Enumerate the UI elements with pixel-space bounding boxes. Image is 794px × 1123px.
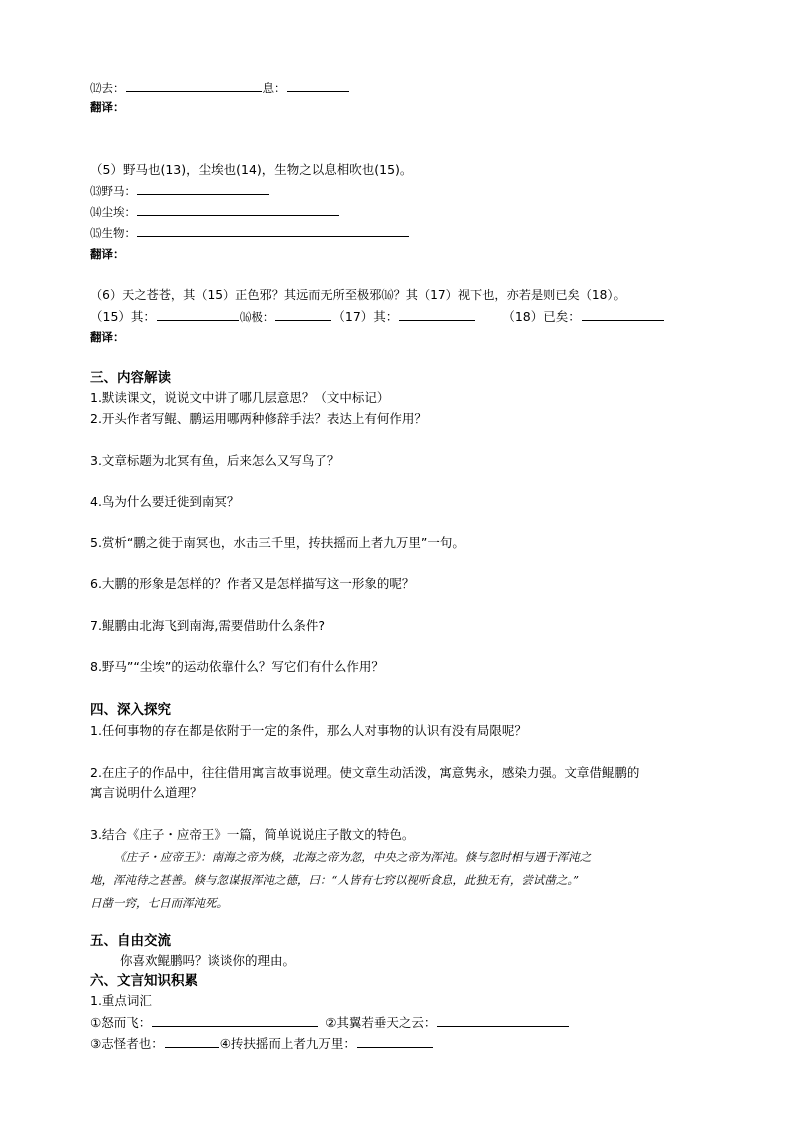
blank-12a[interactable] <box>126 78 262 92</box>
sentence-6: （6）天之苍苍，其（15）正色邪？其远而无所至极邪⒃？其（17）视下也，亦若是则已矣（18）。 <box>90 288 626 302</box>
section-6-heading: 六、文言知识积累 <box>90 973 198 989</box>
translation-label-2: 翻译： <box>90 247 125 261</box>
item-15b-label: （15）其： <box>90 309 156 324</box>
vocab-3-label: ③志怪者也： <box>90 1036 164 1051</box>
blank-14[interactable] <box>137 202 339 216</box>
vocab-blank-3[interactable] <box>165 1034 219 1048</box>
item-13-row <box>90 181 270 200</box>
item-12-label: ⑿去： <box>90 81 125 95</box>
part4-question-1: 1.任何事物的存在都是依附于一定的条件，那么人对事物的认识有没有局限呢？ <box>90 723 527 738</box>
blank-17[interactable] <box>399 307 475 321</box>
section-4-heading: 四、深入探究 <box>90 702 171 718</box>
vocab-blank-2[interactable] <box>437 1013 569 1027</box>
quote-line-3: 日凿一窍，七日而浑沌死。 <box>90 896 228 910</box>
item-12-row <box>90 78 350 97</box>
item-15-row <box>90 223 410 242</box>
item-14-row <box>90 202 340 221</box>
part3-question-3: 3.文章标题为北冥有鱼，后来怎么又写鸟了？ <box>90 453 340 468</box>
vocab-row-1 <box>90 1013 570 1032</box>
quote-line-1: 《庄子・应帝王》：南海之帝为倏，北海之帝为忽，中央之帝为浑沌。倏与忽时相与遇于浑沌之 <box>114 850 592 864</box>
part4-question-3: 3.结合《庄子・应帝王》一篇，简单说说庄子散文的特色。 <box>90 827 415 842</box>
part3-question-2: 2.开头作者写鲲、鹏运用哪两种修辞手法？表达上有何作用？ <box>90 411 427 426</box>
part3-question-4: 4.鸟为什么要迁徙到南冥？ <box>90 494 240 509</box>
blank-13[interactable] <box>137 181 269 195</box>
section-5-heading: 五、自由交流 <box>90 933 171 949</box>
vocab-row-2 <box>90 1034 434 1053</box>
blank-16[interactable] <box>275 307 331 321</box>
part3-question-8: 8.野马”“尘埃”的运动依靠什么？写它们有什么作用？ <box>90 659 384 674</box>
item-14-label: ⒁尘埃： <box>90 205 136 219</box>
vocab-blank-4[interactable] <box>357 1034 433 1048</box>
item-17-label: （17）其： <box>332 309 399 324</box>
part3-question-6: 6.大鹏的形象是怎样的？作者又是怎样描写这一形象的呢？ <box>90 576 415 591</box>
item-13-label: ⒀野马： <box>90 184 136 198</box>
item-15-label: ⒂生物： <box>90 226 136 240</box>
blank-12b[interactable] <box>287 78 349 92</box>
blank-15[interactable] <box>137 223 409 237</box>
vocab-4-label: ④抟扶摇而上者九万里： <box>219 1036 356 1051</box>
quote-line-2: 地，浑沌待之甚善。倏与忽谋报浑沌之德，曰：“人皆有七窍以视听食息，此独无有，尝试凿之。” <box>90 873 580 887</box>
sentence-5: （5）野马也(13)，尘埃也(14)，生物之以息相吹也(15)。 <box>90 162 413 177</box>
item-18-label: （18）已矣： <box>502 309 581 324</box>
blank-15b[interactable] <box>157 307 239 321</box>
vocab-1-label: ①怒而飞： <box>90 1015 152 1030</box>
translation-label-3: 翻译： <box>90 330 125 344</box>
part4-question-2-line-2: 寓言说明什么道理？ <box>90 785 203 800</box>
blank-18[interactable] <box>582 307 664 321</box>
items-15-18-row <box>90 307 665 326</box>
part6-subheading-1: 1.重点词汇 <box>90 993 152 1008</box>
item-16-label: ⒃极： <box>239 310 275 324</box>
part5-question-1: 你喜欢鲲鹏吗？谈谈你的理由。 <box>120 953 296 968</box>
item-12-mid-label: 息： <box>262 81 286 95</box>
part3-question-1: 1.默读课文，说说文中讲了哪几层意思？（文中标记） <box>90 390 390 405</box>
vocab-blank-1[interactable] <box>152 1013 318 1027</box>
part4-question-2-line-1: 2.在庄子的作品中，往往借用寓言故事说理。使文章生动活泼，寓意隽永，感染力强。文章借鲲鹏的 <box>90 765 640 780</box>
part3-question-7: 7.鲲鹏由北海飞到南海,需要借助什么条件? <box>90 618 326 633</box>
part3-question-5: 5.赏析“鹏之徙于南冥也，水击三千里，抟扶摇而上者九万里”一句。 <box>90 535 465 550</box>
translation-label-1: 翻译： <box>90 100 125 114</box>
section-3-heading: 三、内容解读 <box>90 370 171 386</box>
vocab-2-label: ②其翼若垂天之云： <box>325 1015 437 1030</box>
